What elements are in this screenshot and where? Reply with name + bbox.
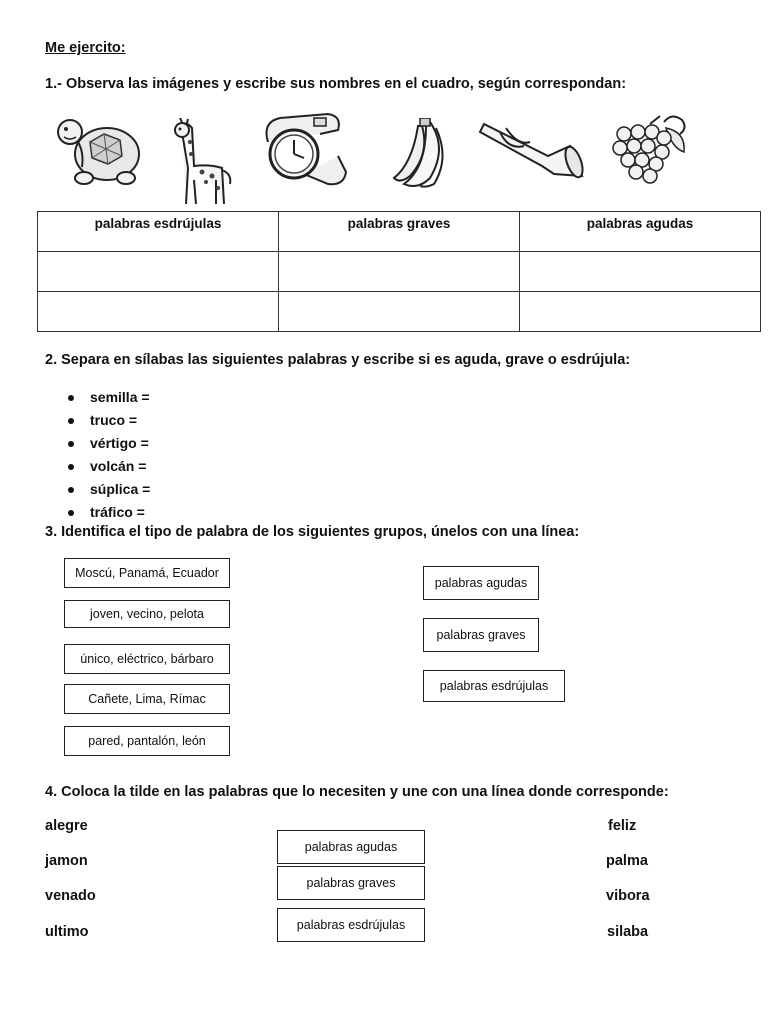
giraffe-image — [160, 118, 240, 208]
table-cell[interactable] — [38, 252, 279, 292]
table-row — [38, 292, 761, 332]
bullet-icon — [68, 441, 74, 447]
category-box-agudas[interactable]: palabras agudas — [423, 566, 539, 600]
list-item-label: vértigo = — [90, 435, 149, 451]
bullet-icon — [68, 510, 74, 516]
left-word: venado — [45, 888, 96, 904]
group-box[interactable]: Cañete, Lima, Rímac — [64, 684, 230, 714]
table-header: palabras esdrújulas — [38, 212, 279, 252]
list-item-label: truco = — [90, 412, 138, 428]
section3-heading: 3. Identifica el tipo de palabra de los siguientes grupos, únelos con una línea: — [45, 524, 580, 540]
category-box-esdrujulas[interactable]: palabras esdrújulas — [423, 670, 565, 702]
table-header: palabras agudas — [520, 212, 761, 252]
bullet-icon — [68, 395, 74, 401]
table-cell[interactable] — [38, 292, 279, 332]
syllable-list — [66, 386, 150, 524]
section2-heading: 2. Separa en sílabas las siguientes palabras y escribe si es aguda, grave o esdrújula: — [45, 352, 631, 368]
table-header-row — [38, 212, 761, 252]
table-cell[interactable] — [279, 252, 520, 292]
category-box-graves[interactable]: palabras graves — [423, 618, 539, 652]
table-row — [38, 252, 761, 292]
section1-heading: 1.- Observa las imágenes y escribe sus nombres en el cuadro, según correspondan: — [45, 76, 627, 92]
group-box[interactable]: pared, pantalón, león — [64, 726, 230, 756]
group-box[interactable]: joven, vecino, pelota — [64, 600, 230, 628]
group-box[interactable]: único, eléctrico, bárbaro — [64, 644, 230, 674]
watch-image — [258, 112, 350, 192]
words-table — [37, 211, 761, 332]
list-item-label: tráfico = — [90, 504, 145, 520]
left-word: ultimo — [45, 924, 89, 940]
right-word: feliz — [608, 818, 637, 834]
list-item — [66, 386, 150, 409]
turtle-image — [52, 112, 142, 190]
table-cell[interactable] — [520, 292, 761, 332]
bullet-icon — [68, 418, 74, 424]
left-word: alegre — [45, 818, 88, 834]
page-title: Me ejercito: — [45, 40, 126, 56]
right-word: silaba — [607, 924, 649, 940]
table-cell[interactable] — [279, 292, 520, 332]
group-box[interactable]: Moscú, Panamá, Ecuador — [64, 558, 230, 588]
bullet-icon — [68, 464, 74, 470]
bananas-image — [390, 118, 450, 190]
right-word: palma — [606, 853, 648, 869]
list-item — [66, 455, 150, 478]
list-item-label: semilla = — [90, 389, 150, 405]
list-item — [66, 432, 150, 455]
category-box-esdrujulas[interactable]: palabras esdrújulas — [277, 908, 425, 942]
list-item-label: volcán = — [90, 458, 147, 474]
list-item — [66, 501, 150, 524]
left-word: jamon — [45, 853, 88, 869]
table-header: palabras graves — [279, 212, 520, 252]
category-box-graves[interactable]: palabras graves — [277, 866, 425, 900]
section4-heading: 4. Coloca la tilde en las palabras que lo necesiten y une con una línea donde corresponde: — [45, 784, 669, 800]
table-cell[interactable] — [520, 252, 761, 292]
grapes-image — [610, 112, 690, 186]
trumpet-image — [478, 116, 584, 186]
category-box-agudas[interactable]: palabras agudas — [277, 830, 425, 864]
right-word: vibora — [606, 888, 650, 904]
list-item — [66, 409, 150, 432]
list-item-label: súplica = — [90, 481, 151, 497]
list-item — [66, 478, 150, 501]
bullet-icon — [68, 487, 74, 493]
